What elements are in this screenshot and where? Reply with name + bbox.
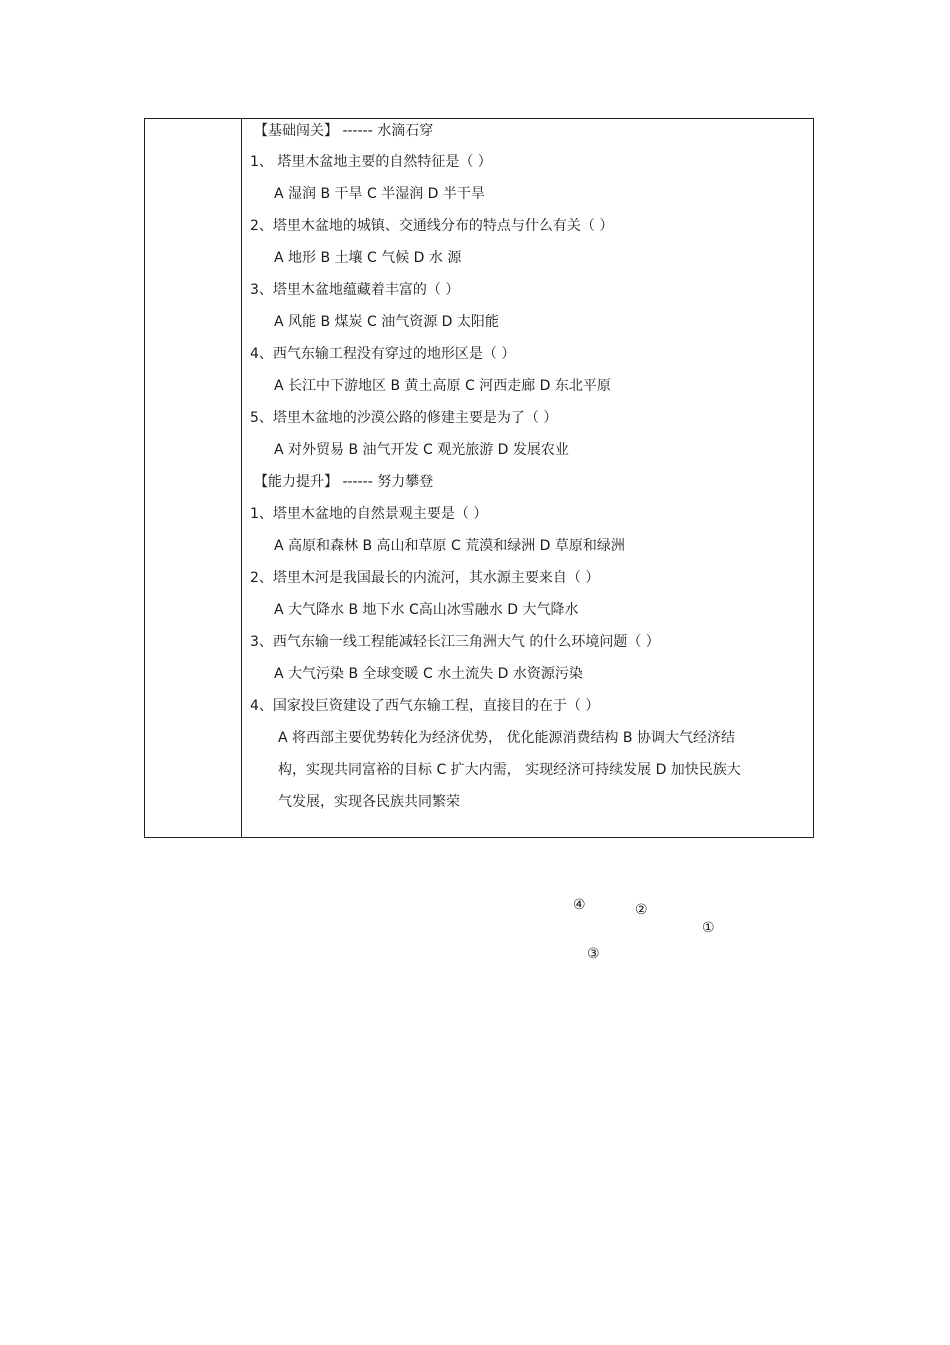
question-stem: 4、西气东输工程没有穿过的地形区是（ ） (250, 346, 516, 362)
question-stem: 2、塔里木盆地的城镇、交通线分布的特点与什么有关（ ） (250, 218, 614, 234)
question-stem: 1、 塔里木盆地主要的自然特征是（ ） (250, 154, 492, 170)
question-options-line: A 将西部主要优势转化为经济优势， 优化能源消费结构 B 协调大气经济结 (278, 730, 735, 746)
table-column-divider (241, 119, 242, 837)
question-options: A 大气降水 B 地下水 C高山冰雪融水 D 大气降水 (274, 602, 579, 618)
question-options: A 高原和森林 B 高山和草原 C 荒漠和绿洲 D 草原和绿洲 (274, 538, 625, 554)
question-options-line: 构，实现共同富裕的目标 C 扩大内需， 实现经济可持续发展 D 加快民族大 (278, 762, 741, 778)
question-options: A 地形 B 土壤 C 气候 D 水 源 (274, 250, 462, 266)
question-options: A 风能 B 煤炭 C 油气资源 D 太阳能 (274, 314, 499, 330)
question-stem: 5、塔里木盆地的沙漠公路的修建主要是为了（ ） (250, 410, 558, 426)
circled-marker: ② (635, 902, 648, 918)
section-header-advanced: 【能力提升】 ------ 努力攀登 (254, 474, 434, 490)
question-options: A 长江中下游地区 B 黄土高原 C 河西走廊 D 东北平原 (274, 378, 611, 394)
circled-marker: ④ (573, 897, 586, 913)
circled-marker: ① (702, 920, 715, 936)
circled-marker: ③ (587, 946, 600, 962)
question-options: A 对外贸易 B 油气开发 C 观光旅游 D 发展农业 (274, 442, 569, 458)
question-options: A 湿润 B 干旱 C 半湿润 D 半干旱 (274, 186, 485, 202)
question-options: A 大气污染 B 全球变暖 C 水土流失 D 水资源污染 (274, 666, 583, 682)
question-options-line: 气发展，实现各民族共同繁荣 (278, 794, 460, 810)
exercise-table (144, 118, 814, 838)
question-stem: 3、塔里木盆地蕴藏着丰富的（ ） (250, 282, 460, 298)
question-stem: 3、西气东输一线工程能减轻长江三角洲大气 的什么环境问题（ ） (250, 634, 660, 650)
exercise-cell (250, 119, 803, 837)
question-stem: 1、塔里木盆地的自然景观主要是（ ） (250, 506, 488, 522)
section-header-basic: 【基础闯关】 ------ 水滴石穿 (254, 123, 434, 139)
question-stem: 2、塔里木河是我国最长的内流河，其水源主要来自（ ） (250, 570, 600, 586)
question-stem: 4、国家投巨资建设了西气东输工程，直接目的在于（ ） (250, 698, 600, 714)
